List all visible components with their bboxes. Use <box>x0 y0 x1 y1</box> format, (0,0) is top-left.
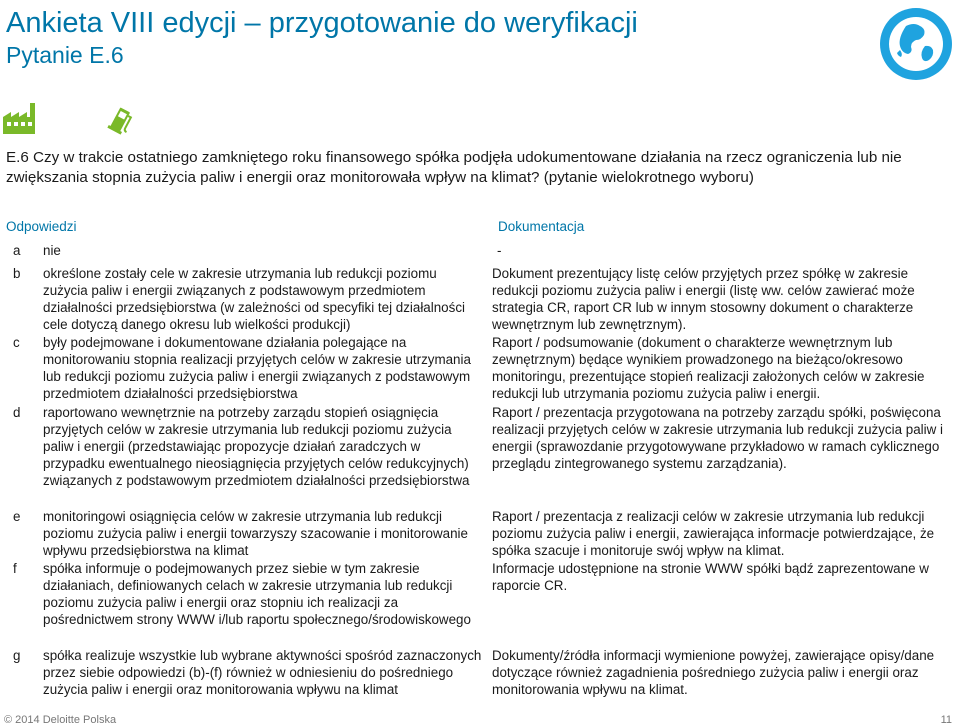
question-text: E.6 Czy w trakcie ostatniego zamkniętego roku finansowego spółka podjęła udokumentowane działania na rzecz ograniczenia lub nie zwiększania stopnia zużycia paliw i energii oraz monitorowała wpływ na klimat? (pytanie wielokrotnego wyboru) <box>6 149 902 186</box>
documentation-text: Raport / prezentacja przygotowana na potrzeby zarządu spółki, poświęcona realizacji przyjętych celów w zakresie utrzymania lub redukcji zużycia paliw i energii (sprawozdanie przygotowywane przykładowo w ramach cyklicznego przeglądu zintegrowanego systemu zarządzania). <box>492 405 943 471</box>
answer-text: spółka realizuje wszystkie lub wybrane aktywności spośród zaznaczonych przez siebie odpowiedzi (b)-(f) również w odniesieniu do pośredniego zużycia paliw i energii oraz monitorowania wpływu na klimat <box>43 648 482 697</box>
answer-text: spółka informuje o podejmowanych przez siebie w tym zakresie działaniach, definiowanych celach w zakresie utrzymania lub redukcji poziomu zużycia paliw i energii oraz stopniu ich realizacji za pośrednictwem strony WWW i/lub raportu społecznego/środowiskowego <box>43 561 471 627</box>
documentation-text: Informacje udostępnione na stronie WWW spółki bądź zaprezentowane w raporcie CR. <box>492 561 929 593</box>
answer-letter: g <box>13 648 21 663</box>
answer-text: monitoringowi osiągnięcia celów w zakresie utrzymania lub redukcji poziomu zużycia paliw i energii towarzyszy szacowanie i monitorowanie wpływu przedsiębiorstwa na klimat <box>43 509 468 558</box>
documentation-text: - <box>497 243 502 258</box>
copyright-footer: © 2014 Deloitte Polska <box>4 714 117 726</box>
answers-header: Odpowiedzi <box>6 219 77 234</box>
answer-text: określone zostały cele w zakresie utrzymania lub redukcji poziomu zużycia paliw i energii związanych z podstawowym przedmiotem działalności przedsiębiorstwa (w zależności od specyfiki tej działalności cele dotyczą danego okresu lub wielkości produkcji) <box>43 266 465 332</box>
answer-text: raportowano wewnętrznie na potrzeby zarządu stopień osiągnięcia przyjętych celów w zakresie utrzymania lub redukcji poziomu zużycia paliw i energii (przedstawiając propozycje działań zaradczych w przypadku ewentualnego nieosiągnięcia przyjętych celów redukcyjnych) związanych z podstawowym przedmiotem działalności przedsiębiorstwa <box>43 405 470 488</box>
title-line-1: Ankieta VIII edycji – przygotowanie do weryfikacji <box>6 7 638 39</box>
documentation-text: Dokumenty/źródła informacji wymienione powyżej, zawierające opisy/dane dotyczące również zagadnienia pośredniego zużycia paliw i energii oraz monitorowania wpływu na klimat. <box>492 648 935 697</box>
page-number: 11 <box>940 714 952 726</box>
documentation-text: Raport / podsumowanie (dokument o charakterze wewnętrznym lub zewnętrznym) będące wynikiem prowadzonego na bieżąco/okresowo monitoringu, prezentujące stopień realizacji założonych celów w zakresie redukcji lub utrzymania poziomu zużycia paliw i energii. <box>492 335 925 401</box>
answer-letter: c <box>13 335 20 350</box>
answer-letter: d <box>13 405 21 420</box>
documentation-text: Dokument prezentujący listę celów przyjętych przez spółkę w zakresie redukcji poziomu zużycia paliw i energii (listę ww. celów zawierać może strategia CR, raport CR lub w innym stosowny dokument o charakterze wewnętrznym lub zewnętrznym). <box>492 266 915 332</box>
title-line-2: Pytanie E.6 <box>6 42 124 68</box>
page-title <box>6 6 638 70</box>
answer-text: nie <box>43 243 61 258</box>
fuel-pump-icon <box>106 101 136 135</box>
globe-icon <box>878 6 954 82</box>
answer-letter: e <box>13 509 21 524</box>
answer-letter: b <box>13 266 21 281</box>
documentation-text: Raport / prezentacja z realizacji celów w zakresie utrzymania lub redukcji poziomu zużycia paliw i energii, zawierająca informacje potwierdzające, że spółka szacuje i monitoruje swój wpływ na klimat. <box>492 509 935 558</box>
answer-letter: a <box>13 243 21 258</box>
answer-text: były podejmowane i dokumentowane działania polegające na monitorowaniu stopnia realizacji przyjętych celów w zakresie utrzymania lub redukcji poziomu zużycia paliw i energii związanych z podstawowym przedmiotem działalności przedsiębiorstwa <box>43 335 471 401</box>
answer-letter: f <box>13 561 17 576</box>
documentation-header: Dokumentacja <box>498 219 585 234</box>
factory-icon <box>2 101 38 135</box>
